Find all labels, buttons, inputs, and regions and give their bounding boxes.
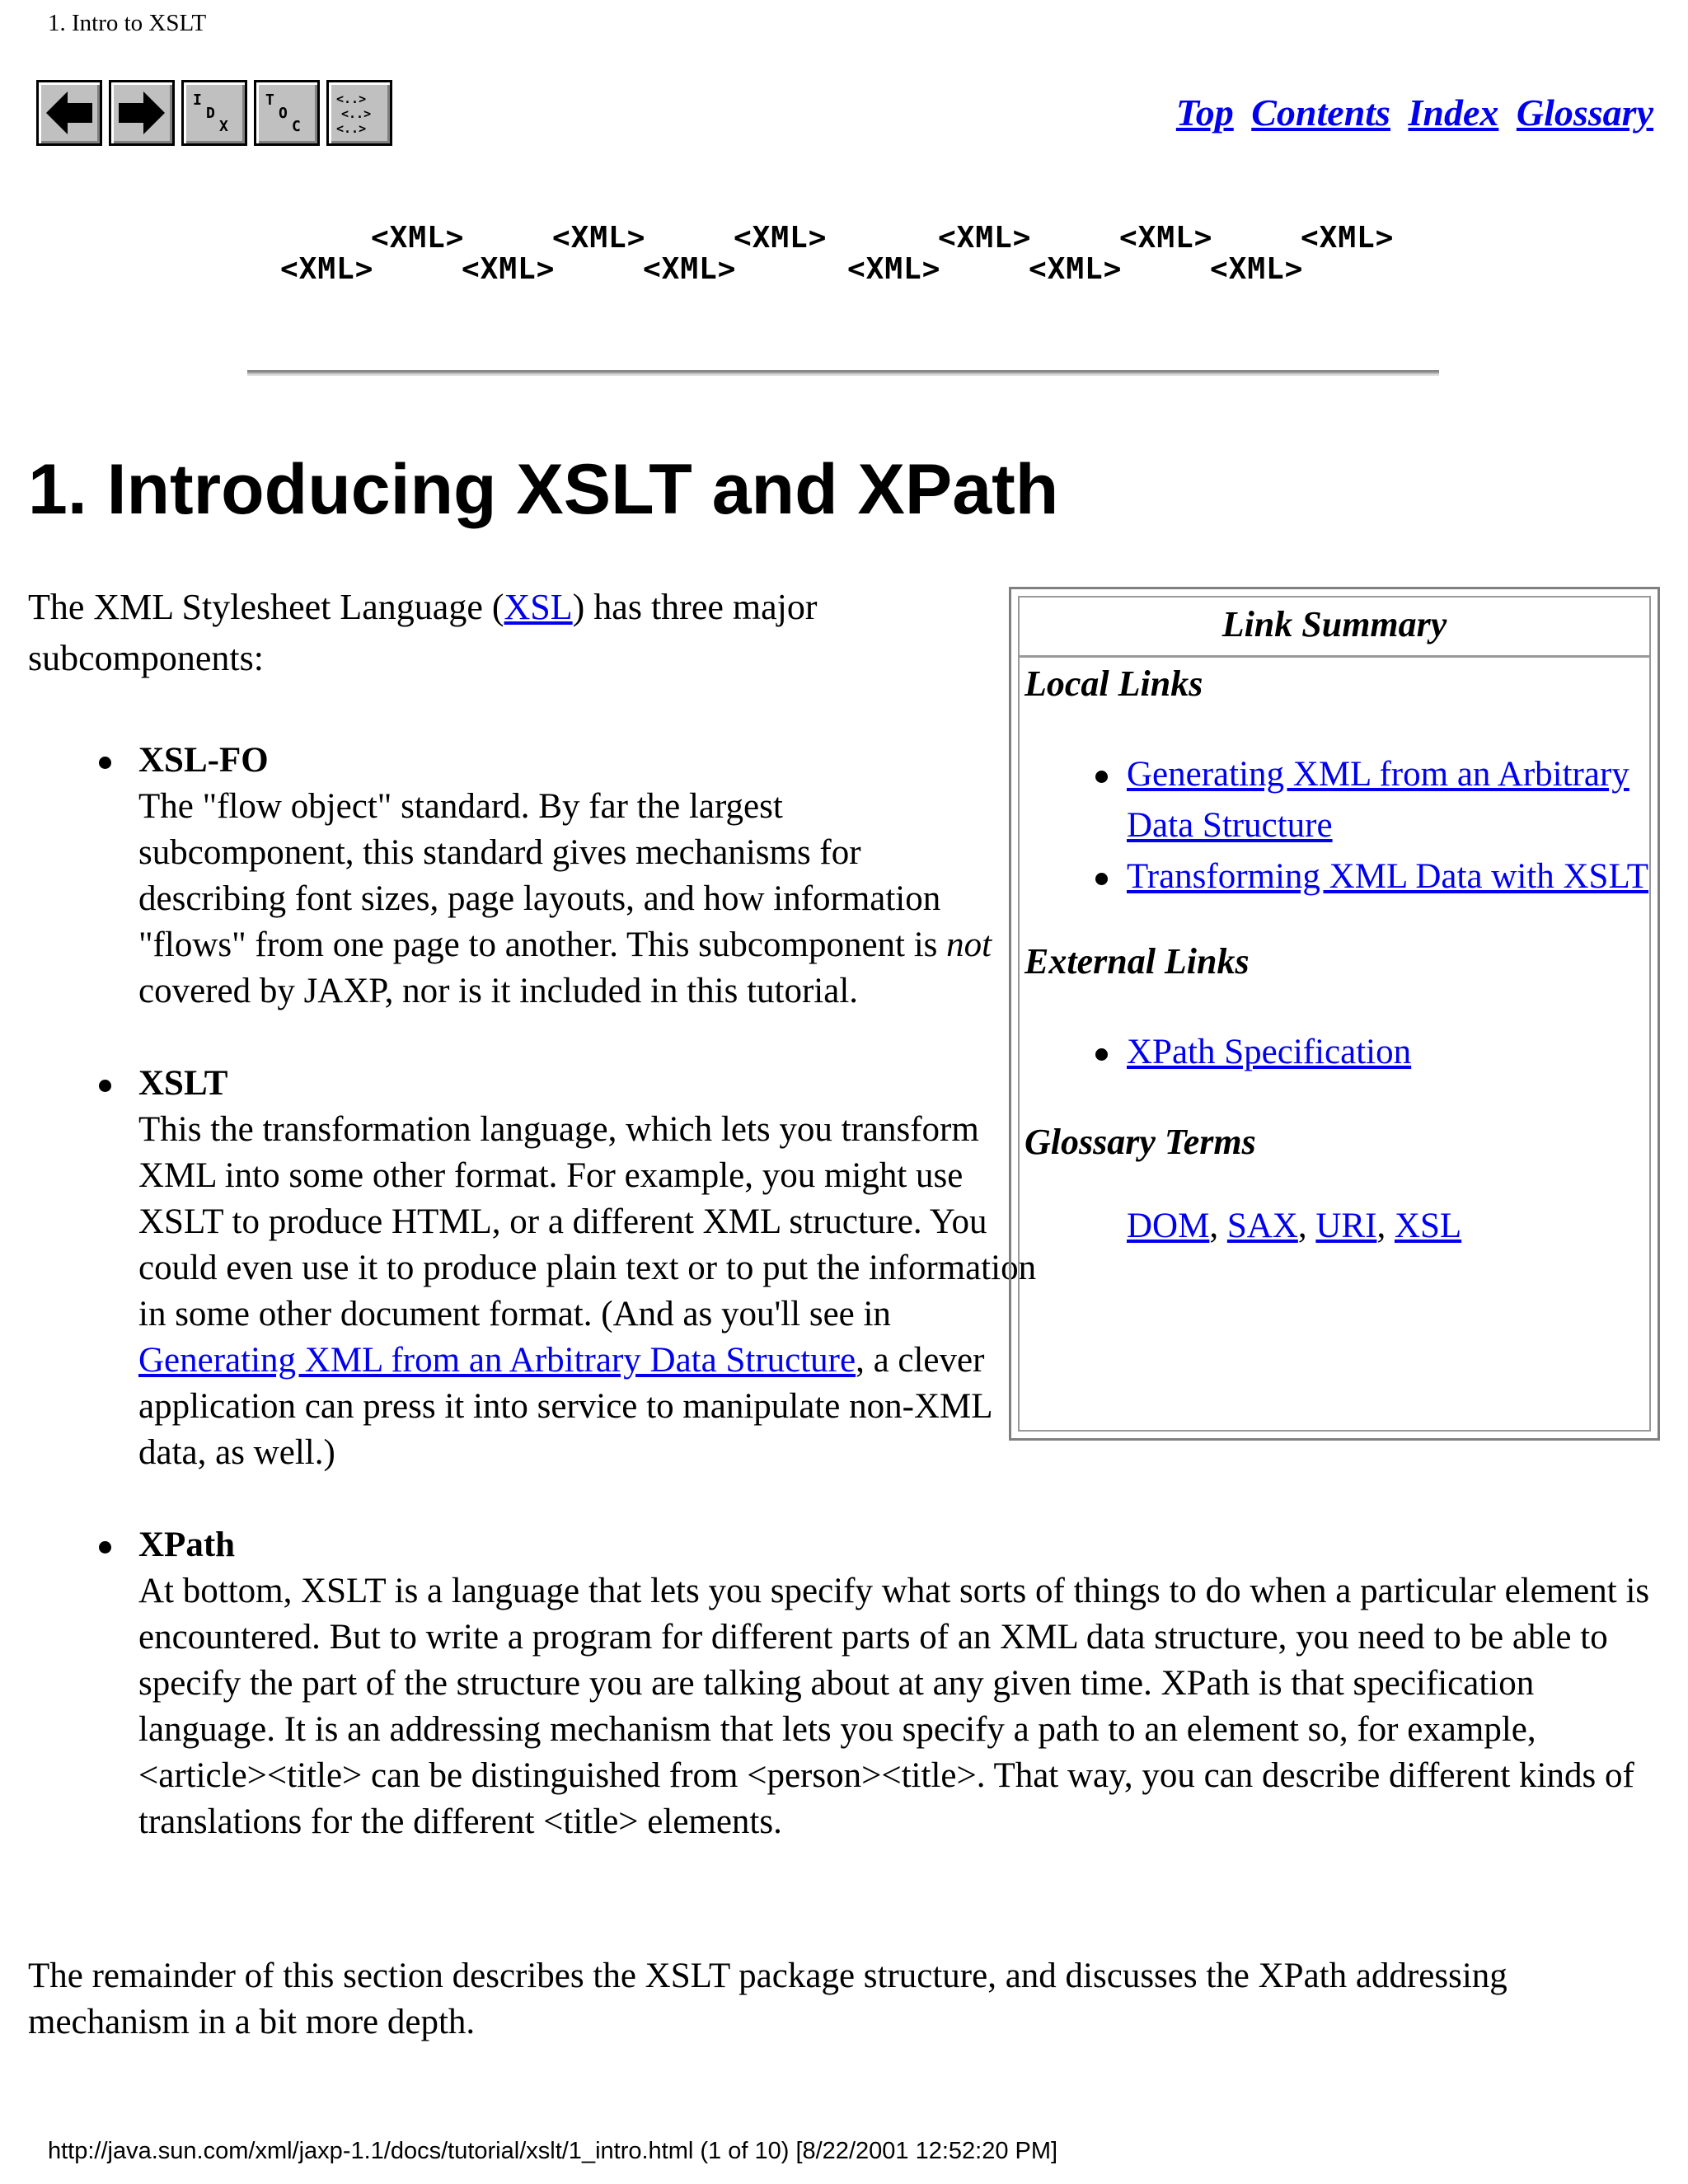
list-item-xsl-fo (28, 738, 996, 1015)
external-links-list (1020, 1027, 1649, 1078)
link-summary-box (1009, 587, 1660, 1441)
list-item-xslt (28, 1061, 1037, 1476)
description-text: The "flow object" standard. By far the largest subcomponent, this standard gives mechanisms for describing font sizes, page layouts, and how information "flows" from one page to another. This subcomponent is (138, 787, 947, 964)
description (138, 1107, 1037, 1476)
next-arrow-icon[interactable] (109, 80, 175, 146)
banner-word: <XML> (462, 252, 556, 286)
term-xsl-fo: XSL-FO (138, 741, 269, 780)
xml-banner (280, 221, 1418, 295)
bullet-icon (99, 757, 111, 769)
contents-link[interactable]: Contents (1251, 91, 1390, 134)
page-header: 1. Intro to XSLT (48, 10, 207, 36)
horizontal-divider (247, 370, 1439, 376)
xsl-link[interactable]: XSL (504, 587, 573, 627)
local-link-generating-xml[interactable]: Generating XML from an Arbitrary Data Structure (1127, 755, 1629, 845)
list-item (1020, 1027, 1649, 1078)
svg-text:X: X (219, 118, 228, 135)
bullet-icon (99, 1080, 111, 1092)
index-link[interactable]: Index (1408, 91, 1499, 134)
top-link[interactable]: Top (1175, 91, 1234, 134)
external-link-xpath-spec[interactable]: XPath Specification (1127, 1033, 1412, 1071)
banner-word: <XML> (847, 252, 941, 286)
nav-toolbar (36, 80, 399, 146)
bullet-icon (99, 1541, 111, 1554)
term-xpath: XPath (138, 1526, 236, 1564)
glossary-icon[interactable] (326, 80, 392, 146)
svg-text:T: T (265, 91, 274, 109)
generating-xml-link[interactable]: Generating XML from an Arbitrary Data Structure (138, 1341, 856, 1380)
top-links (1168, 91, 1653, 134)
svg-text:<..>: <..> (336, 121, 367, 136)
glossary-term-sax[interactable]: SAX (1226, 1207, 1298, 1245)
banner-word: <XML> (1119, 221, 1213, 255)
svg-text:I: I (193, 91, 202, 109)
bullet-icon (1095, 771, 1108, 783)
link-summary-caption: Link Summary (1020, 598, 1649, 658)
description: At bottom, XSLT is a language that lets you specify what sorts of things to do when a particular element is encountered. But to write a program for different parts of an XML data structure, you need to be able to specify the part of the structure you are talking about at any given time. XPath is that specification language. It is an addressing mechanism that lets you specify a path to an element so, for example, <article><title> can be distinguished from <person><title>. That way, you can describe different kinds of translations for the different <title> elements. (138, 1572, 1650, 1841)
intro-text: The XML Stylesheet Language ( (28, 587, 504, 627)
svg-text:<..>: <..> (336, 91, 367, 106)
glossary-terms-list: DOM, SAX, URI, XSL (1127, 1207, 1462, 1245)
glossary-term-uri[interactable]: URI (1315, 1207, 1377, 1245)
local-links-list (1020, 749, 1649, 902)
banner-word: <XML> (1301, 221, 1395, 255)
description-text: This the transformation language, which lets you transform XML into some other format. For example, you might use XSLT to produce HTML, or a different XML structure. You could even use it to produce plain text or to put the information in some other document format. (And as you'll see in (138, 1110, 1037, 1333)
index-icon[interactable] (181, 80, 247, 146)
intro-paragraph (28, 582, 951, 684)
list-item-xpath (28, 1522, 1672, 1845)
term-xslt: XSLT (138, 1064, 228, 1103)
description-text: covered by JAXP, nor is it included in this tutorial. (138, 972, 859, 1010)
glossary-term-xsl[interactable]: XSL (1394, 1207, 1462, 1245)
banner-word: <XML> (1210, 252, 1304, 286)
bullet-icon (1095, 873, 1108, 885)
local-link-transforming-xml[interactable]: Transforming XML Data with XSLT (1127, 857, 1649, 896)
banner-word: <XML> (1029, 252, 1123, 286)
toc-icon[interactable] (254, 80, 320, 146)
previous-arrow-icon[interactable] (36, 80, 102, 146)
banner-word: <XML> (734, 221, 828, 255)
external-links-heading: External Links (1025, 941, 1250, 982)
glossary-terms-heading: Glossary Terms (1025, 1122, 1256, 1162)
description-text: , a clever application can press it into service to manipulate non-XML data, as well.) (138, 1341, 992, 1472)
svg-text:C: C (292, 118, 301, 135)
intro-text: ) has three major subcomponents: (28, 587, 818, 678)
banner-word: <XML> (552, 221, 646, 255)
banner-word: <XML> (643, 252, 737, 286)
closing-paragraph: The remainder of this section describes the XSLT package structure, and discusses the XPath addressing mechanism in a bit more depth. (28, 1957, 1507, 2041)
banner-word: <XML> (280, 252, 374, 286)
page-title: 1. Introducing XSLT and XPath (28, 450, 1059, 529)
svg-text:<..>: <..> (341, 106, 372, 121)
emphasis-text: not (946, 926, 992, 964)
svg-text:O: O (279, 105, 288, 122)
glossary-link[interactable]: Glossary (1516, 91, 1653, 134)
glossary-term-dom[interactable]: DOM (1127, 1207, 1210, 1245)
local-links-heading: Local Links (1025, 663, 1203, 704)
page-footer-url: http://java.sun.com/xml/jaxp-1.1/docs/tutorial/xslt/1_intro.html (1 of 10) [8/22/2001 12:52:20 PM] (48, 2138, 1058, 2164)
bullet-icon (1095, 1048, 1108, 1061)
list-item (1020, 749, 1649, 851)
list-item (1020, 851, 1649, 902)
description (138, 784, 996, 1015)
banner-word: <XML> (371, 221, 465, 255)
banner-word: <XML> (938, 221, 1032, 255)
svg-text:D: D (206, 105, 215, 122)
